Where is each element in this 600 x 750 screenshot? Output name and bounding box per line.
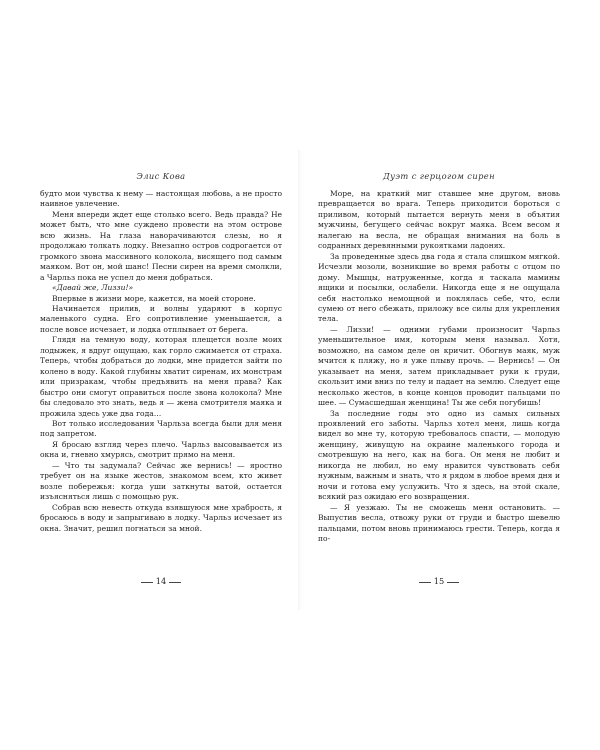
paragraph: Меня впереди ждет еще столько всего. Ведь правда? Не может быть, что мне суждено провести на этом острове всю жизнь. На глаза наворачиваются слезы, но я продолжаю толкать лодку. Внезапно остров содрогается от громкого звона массивного колокола, висящего под самым маяком. Вот он, мой шанс! Песни сирен на время смолкли, а Чарльз пока не успел до меня добраться. [40, 209, 282, 282]
paragraph: Море, на краткий миг ставшее мне другом, вновь превращается во врага. Теперь приходится бороться с приливом, который пытается вернуть меня в объятия мужчины, бегущего сейчас вокруг маяка. Всем весом я налегаю на весла, не обращая внимания на боль в содранных деревянными рукоятками ладонях. [318, 189, 560, 251]
folio-dash [141, 582, 153, 583]
paragraph: Вот только исследования Чарльза всегда были для меня под запретом. [40, 418, 282, 439]
paragraph: Впервые в жизни море, кажется, на моей стороне. [52, 293, 256, 303]
paragraph: Глядя на темную воду, которая плещется возле моих лодыжек, я вдруг ощущаю, как горло сжимается от страха. Теперь, чтобы добраться до лодки, мне придется зайти по колено в воду. Какой глубины хватит сиренам, их монстрам или призракам, чтобы предъявить на меня права? Как быстро они смогут оправиться после звона колокола? Мне бы следовало это знать, ведь я — жена смотрителя маяка и прожила здесь уже два года… [40, 335, 282, 418]
paragraph: Собрав всю невесть откуда взявшуюся мне храбрость, я бросаюсь в воду и запрыгиваю в лодку. Чарльз исчезает из окна. Значит, решил погнаться за мной. [40, 502, 282, 533]
page-number-left [40, 576, 282, 586]
paragraph: — Я уезжаю. Ты не сможешь меня остановить. — Выпустив весла, отвожу руки от груди и быстро шевелю пальцами, потом вновь принимаюсь грести. Теперь, когда я по- [318, 502, 560, 543]
running-header-right: Дуэт с герцогом сирен [383, 171, 495, 181]
page-number: 15 [433, 576, 445, 586]
paragraph: — Что ты задумала? Сейчас же вернись! — яростно требует он на языке жестов, знакомом всем, кто живет возле побережья: когда уши заткнуты ватой, остается изъясняться лишь с помощью рук. [40, 460, 282, 502]
paragraph: «Давай же, Лиззи!» [52, 283, 134, 293]
paragraph: Начинается прилив, и волны ударяют в корпус маленького судна. Его сопротивление уменьшается, а после вовсе исчезает, и лодка отплывает от берега. [40, 303, 282, 334]
folio-dash [169, 582, 181, 583]
paragraph: — Лиззи! — одними губами произносит Чарльз уменьшительное имя, которым меня называл. Хотя, возможно, на самом деле он кричит. Обогнув маяк, муж мчится к пляжу, но я уже плыву прочь. — Вернись! — Он указывает на меня, затем прикладывает руки к груди, скользит ими вниз по телу и падает на землю. Следует еще несколько жестов, в конце концов проводит пальцами по шее. — Сумасшедшая женщина! Ты же себя погубишь! [318, 324, 560, 408]
running-header-left: Элис Кова [136, 171, 186, 181]
left-page-body [40, 189, 282, 534]
page-number: 14 [155, 576, 167, 586]
paragraph: Я бросаю взгляд через плечо. Чарльз высовывается из окна и, гневно хмурясь, смотрит прямо на меня. [40, 439, 282, 460]
folio-dash [447, 582, 459, 583]
left-page [40, 0, 282, 750]
gutter-shadow [298, 150, 302, 610]
paragraph: За проведенные здесь два года я стала слишком мягкой. Исчезли мозоли, возникшие во время работы с отцом по дому. Мышцы, натруженные, когда я таскала мамины ящики и посылки, ослабели. Никогда еще я не ощущала себя настолько немощной и поклялась себе, что, если сумею от него сбежать, приложу все силы для укрепления тела. [318, 251, 560, 324]
paragraph: будто мои чувства к нему — настоящая любовь, а не просто наивное увлечение. [40, 189, 282, 209]
page-number-right [318, 576, 560, 586]
folio-dash [419, 582, 431, 583]
paragraph: За последние годы это одно из самых сильных проявлений его заботы. Чарльз хотел меня, лишь когда видел во мне ту, которую требовалось спасти, — молодую женщину, живущую на окраине маленького города и смотревшую на него, как на бога. Он меня не любит и никогда не любил, но ему нравится чувствовать себя нужным, важным и знать, что я рядом в любое время дня и ночи и готова ему услужить. Что я здесь, на этой скале, всякий раз ожидаю его возвращения. [318, 408, 560, 502]
right-page [318, 0, 560, 750]
right-page-body [318, 189, 560, 544]
